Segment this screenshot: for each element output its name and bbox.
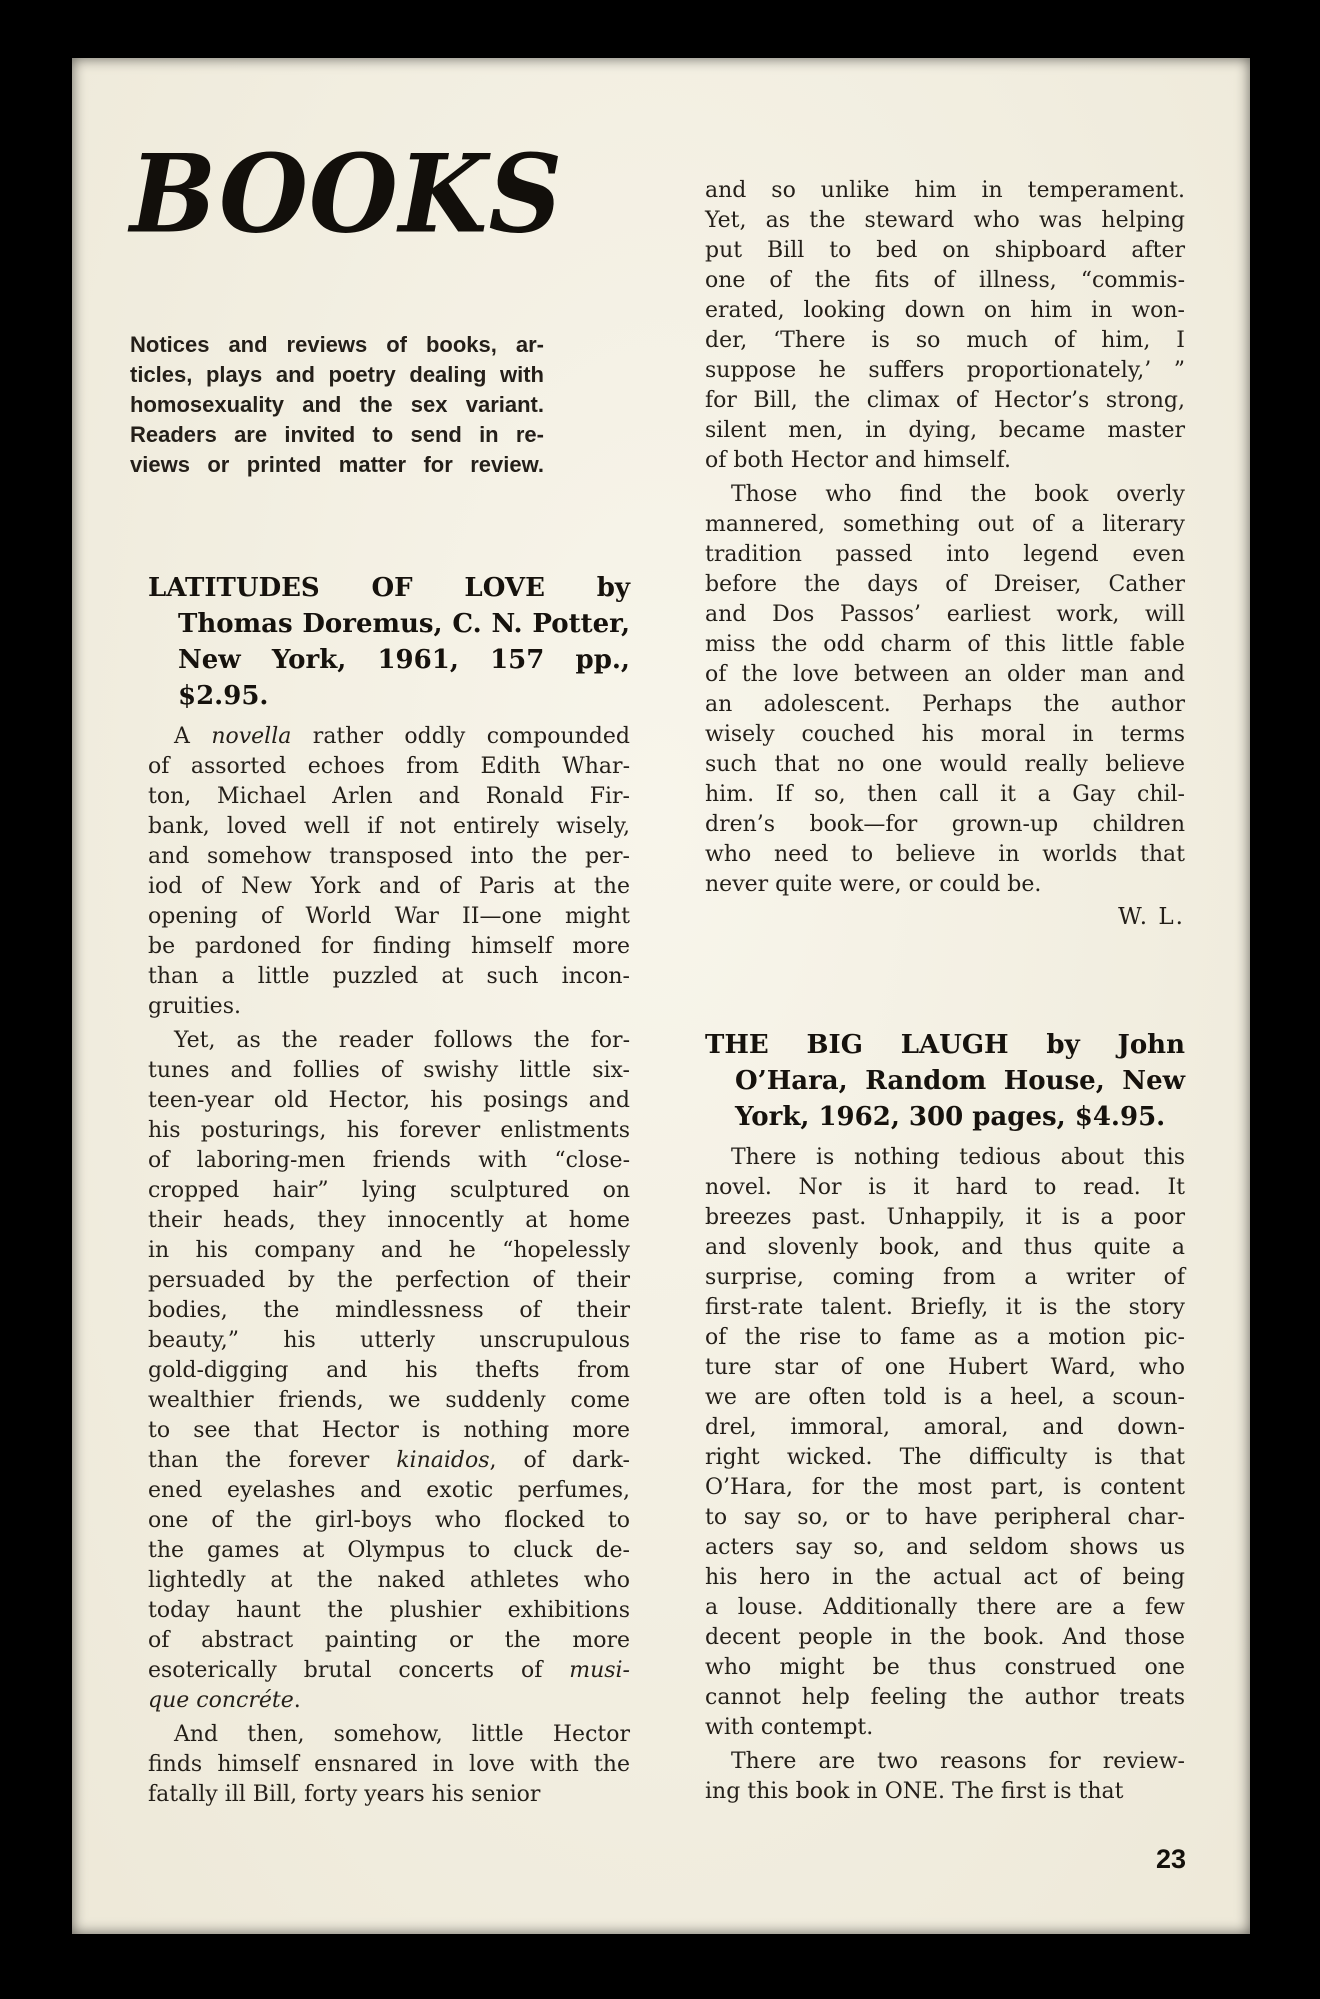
text-line: one of the fits of illness, “commis- xyxy=(705,268,1185,293)
text-line: right wicked. The difficulty is that xyxy=(705,1445,1185,1470)
text-line: an adolescent. Perhaps the author xyxy=(705,692,1185,717)
review1-paragraph-4-continued xyxy=(705,176,1185,476)
text-line: que concréte. xyxy=(148,1688,301,1713)
text-line: erated, looking down on him in won- xyxy=(705,298,1185,323)
text-line: of laboring-men friends with “close- xyxy=(148,1148,630,1173)
text-line: with contempt. xyxy=(705,1715,874,1740)
text-line: the games at Olympus to cluck de- xyxy=(148,1538,630,1563)
text-line: silent men, in dying, became master xyxy=(705,418,1185,443)
text-line: tunes and follies of swishy little six- xyxy=(148,1058,630,1083)
text-line: iod of New York and of Paris at the xyxy=(148,874,630,899)
text-line: gold-digging and his thefts from xyxy=(148,1358,630,1383)
text-line: beauty,” his utterly unscrupulous xyxy=(148,1328,630,1353)
review2-heading xyxy=(705,1027,1185,1135)
text-line: O’Hara, for the most part, is content xyxy=(705,1475,1185,1500)
text-line: decent people in the book. And those xyxy=(705,1625,1185,1650)
text-line: and somehow transposed into the per- xyxy=(148,844,630,869)
text-line: we are often told is a heel, a scoun- xyxy=(705,1385,1185,1410)
right-column xyxy=(705,58,1185,1810)
text-line: gruities. xyxy=(148,994,241,1019)
text-line: breezes past. Unhappily, it is a poor xyxy=(705,1205,1185,1230)
text-line: bank, loved well if not entirely wisely, xyxy=(148,814,630,839)
text-line: esoterically brutal concerts of musi- xyxy=(148,1658,630,1683)
text-line: der, ‘There is so much of him, I xyxy=(705,328,1185,353)
text-line: his posturings, his forever enlistments xyxy=(148,1118,630,1143)
text-line: ing this book in ONE. The first is that xyxy=(705,1779,1124,1804)
text-line: who need to believe in worlds that xyxy=(705,842,1185,867)
text-line: and so unlike him in temperament. xyxy=(705,178,1185,203)
text-line: to say so, or to have peripheral char- xyxy=(705,1505,1185,1530)
review1-paragraph-3 xyxy=(148,1720,630,1810)
review2-paragraph-1 xyxy=(705,1143,1185,1743)
text-line: of the love between an older man and xyxy=(705,662,1185,687)
text-line: his hero in the actual act of being xyxy=(705,1565,1185,1590)
text-line: him. If so, then call it a Gay chil- xyxy=(705,782,1185,807)
text-line: A novella rather oddly compounded xyxy=(174,724,630,749)
text-line: cropped hair” lying sculptured on xyxy=(148,1178,630,1203)
text-line: one of the girl-boys who flocked to xyxy=(148,1508,630,1533)
text-line: persuaded by the perfection of their xyxy=(148,1268,630,1293)
review2-paragraph-2 xyxy=(705,1747,1185,1807)
text-line: than the forever kinaidos, of dark- xyxy=(148,1448,630,1473)
reviewer-initials: W. L. xyxy=(1118,904,1185,930)
text-line: who might be thus construed one xyxy=(705,1655,1185,1680)
text-line: THE BIG LAUGH by John xyxy=(705,1030,1185,1060)
text-line: Readers are invited to send in re- xyxy=(130,422,544,447)
text-line: of abstract painting or the more xyxy=(148,1628,630,1653)
review1-heading xyxy=(148,570,630,714)
text-line: homosexuality and the sex variant. xyxy=(130,392,544,417)
text-line: than a little puzzled at such incon- xyxy=(148,964,630,989)
text-line: Yet, as the steward who was helping xyxy=(705,208,1185,233)
text-line: in his company and he “hopelessly xyxy=(148,1238,630,1263)
text-line: of both Hector and himself. xyxy=(705,448,1011,473)
text-line: tradition passed into legend even xyxy=(705,542,1185,567)
text-line: their heads, they innocently at home xyxy=(148,1208,630,1233)
text-line: mannered, something out of a literary xyxy=(705,512,1185,537)
text-line: acters say so, and seldom shows us xyxy=(705,1535,1185,1560)
text-line: teen-year old Hector, his posings and xyxy=(148,1088,630,1113)
text-line: surprise, coming from a writer of xyxy=(705,1265,1185,1290)
text-line: bodies, the mindlessness of their xyxy=(148,1298,630,1323)
text-line: LATITUDES OF LOVE by xyxy=(148,573,630,603)
magazine-page xyxy=(72,58,1250,1934)
section-intro-text xyxy=(130,330,544,480)
left-column xyxy=(130,58,630,1810)
text-line: novel. Nor is it hard to read. It xyxy=(705,1175,1185,1200)
text-line: drel, immoral, amoral, and down- xyxy=(705,1415,1185,1440)
text-line: There are two reasons for review- xyxy=(731,1749,1185,1774)
text-line: a louse. Additionally there are a few xyxy=(705,1595,1185,1620)
page-title: BOOKS xyxy=(130,130,564,258)
text-line: York, 1962, 300 pages, $4.95. xyxy=(735,1102,1166,1132)
text-line: never quite were, or could be. xyxy=(705,872,1042,897)
text-line: ture star of one Hubert Ward, who xyxy=(705,1355,1185,1380)
text-line: wealthier friends, we suddenly come xyxy=(148,1388,630,1413)
text-line: And then, somehow, little Hector xyxy=(174,1722,630,1747)
text-line: ton, Michael Arlen and Ronald Fir- xyxy=(148,784,630,809)
text-line: Yet, as the reader follows the for- xyxy=(174,1028,630,1053)
text-line: suppose he suffers proportionately,’ ” xyxy=(705,358,1185,383)
text-line: such that no one would really believe xyxy=(705,752,1185,777)
text-line: ened eyelashes and exotic perfumes, xyxy=(148,1478,630,1503)
text-line: finds himself ensnared in love with the xyxy=(148,1752,630,1777)
text-line: opening of World War II—one might xyxy=(148,904,630,929)
text-line: ticles, plays and poetry dealing with xyxy=(130,362,544,387)
text-line: of assorted echoes from Edith Whar- xyxy=(148,754,630,779)
text-line: first-rate talent. Briefly, it is the story xyxy=(705,1295,1185,1320)
text-line: dren’s book—for grown-up children xyxy=(705,812,1185,837)
review1-paragraph-5 xyxy=(705,480,1185,900)
text-line: cannot help feeling the author treats xyxy=(705,1685,1185,1710)
text-line: Notices and reviews of books, ar- xyxy=(130,332,544,357)
text-line: New York, 1961, 157 pp., $2.95. xyxy=(178,645,630,711)
text-line: There is nothing tedious about this xyxy=(731,1145,1185,1170)
review1-paragraph-1 xyxy=(148,722,630,1022)
text-line: and Dos Passos’ earliest work, will xyxy=(705,602,1185,627)
text-line: to see that Hector is nothing more xyxy=(148,1418,630,1443)
text-line: O’Hara, Random House, New xyxy=(735,1066,1185,1096)
text-line: Thomas Doremus, C. N. Potter, xyxy=(178,609,630,639)
text-line: be pardoned for finding himself more xyxy=(148,934,630,959)
text-line: for Bill, the climax of Hector’s strong, xyxy=(705,388,1185,413)
page-number: 23 xyxy=(1155,1844,1186,1874)
text-line: Those who find the book overly xyxy=(731,482,1185,507)
text-line: miss the odd charm of this little fable xyxy=(705,632,1185,657)
text-line: put Bill to bed on shipboard after xyxy=(705,238,1185,263)
two-column-layout xyxy=(72,58,1250,1810)
text-line: fatally ill Bill, forty years his senior xyxy=(148,1782,541,1807)
review1-paragraph-2 xyxy=(148,1026,630,1716)
text-line: before the days of Dreiser, Cather xyxy=(705,572,1185,597)
text-line: wisely couched his moral in terms xyxy=(705,722,1185,747)
text-line: today haunt the plushier exhibitions xyxy=(148,1598,630,1623)
text-line: lightedly at the naked athletes who xyxy=(148,1568,630,1593)
text-line: views or printed matter for review. xyxy=(130,452,544,477)
text-line: of the rise to fame as a motion pic- xyxy=(705,1325,1185,1350)
text-line: and slovenly book, and thus quite a xyxy=(705,1235,1185,1260)
